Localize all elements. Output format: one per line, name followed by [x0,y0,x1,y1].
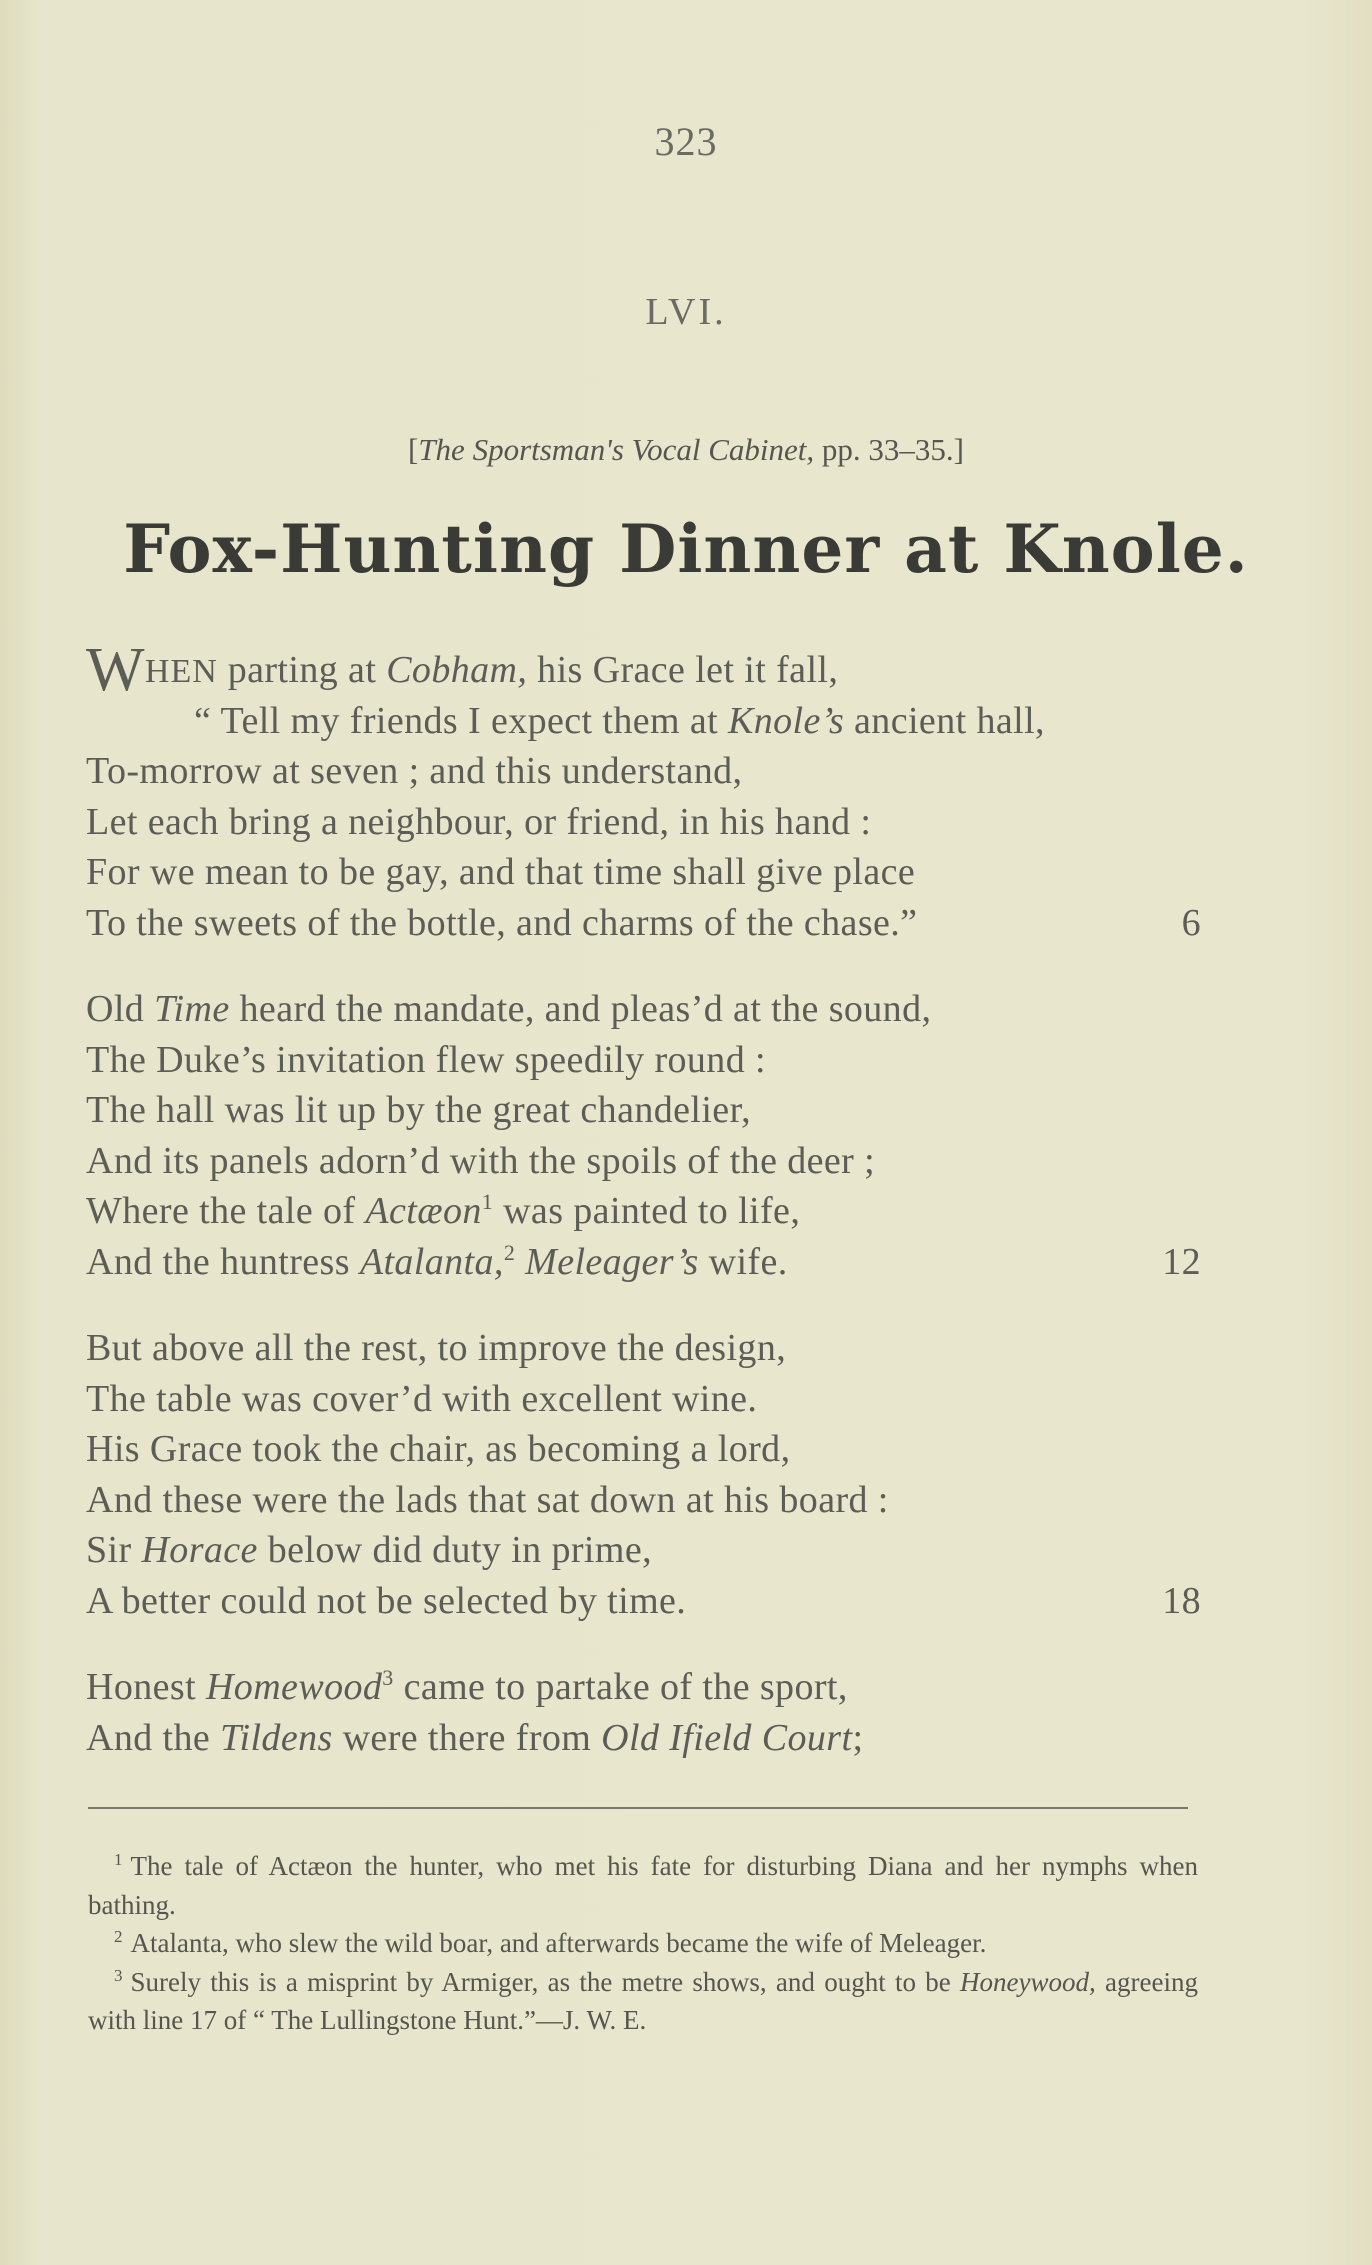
poem-title: Fox-Hunting Dinner at Knole. [123,510,1249,588]
verse-line: And the Tildens were there from Old Ifield Court; [86,1716,864,1759]
verse-line: The Duke’s invitation flew speedily round : [86,1038,766,1081]
footnote-1: $^1$ The tale of Actæon the hunter, who met his fate for disturbing Diana and her nymphs when bathing. [88,1850,1198,1920]
verse-line: And its panels adorn’d with the spoils of the deer ; [86,1139,876,1182]
footnote-3: $^3$ Surely this is a misprint by Armiger, as the metre shows, and ought to be Honeywood, agreeing with line 17 of “ The Lullingstone Hunt.”—J. W. E. [88,1965,1198,2035]
verse-line: The hall was lit up by the great chandelier, [86,1089,752,1131]
page-number: 323 [654,119,718,164]
source-pages: pp. 33–35.] [814,432,964,467]
verse-line: A better could not be selected by time. 18 [86,1576,1201,1627]
footnote-ref-3: 3 [382,1665,394,1690]
footnote-2: $^2$ Atalanta, who slew the wild boar, and afterwards became the wife of Meleager. [114,1927,987,1958]
verse-line: Let each bring a neighbour, or friend, in his hand : [86,800,872,843]
verse-line: But above all the rest, to improve the design, [86,1327,787,1369]
verse-line: The table was cover’d with excellent wine. [86,1377,758,1420]
line-number: 18 [1162,1579,1201,1622]
verse-line: His Grace took the chair, as becoming a lord, [86,1428,791,1470]
verse-line: Old Time heard the mandate, and pleas’d at the sound, [86,988,932,1030]
verse-line: Where the tale of Actæon$^1$ was painted to life, [86,1189,801,1232]
source-citation [0,432,1372,468]
verse-line: Sir Horace below did duty in prime, [86,1529,653,1571]
line-number: 12 [1162,1240,1201,1283]
chapter-number: LVI. [645,291,727,333]
verse-line: WHEN parting at Cobham, his Grace let it fall, [86,636,839,704]
stanza-1 [86,636,1201,948]
verse-line: Honest Homewood$^3$ came to partake of the sport, [86,1665,848,1708]
stanza-2 [86,984,1201,1287]
line-number: 6 [1181,901,1201,944]
source-open: [ [407,432,419,467]
stanza-3 [86,1323,1201,1626]
poem-body [86,636,1201,1799]
verse-line: To-morrow at seven ; and this understand, [86,750,743,792]
source-title: The Sportsman's Vocal Cabinet, [418,432,815,467]
stanza-4 [86,1662,1201,1763]
footnote-ref-1: 1 [481,1189,494,1214]
footnote-divider [88,1807,1188,1809]
verse-line: “ Tell my friends I expect them at Knole’s ancient hall, [194,699,1045,742]
verse-line: And these were the lads that sat down at his board : [86,1478,889,1521]
verse-line: To the sweets of the bottle, and charms of the chase.” 6 [86,898,1201,949]
footnotes [88,1847,1198,2040]
drop-cap: W [86,636,145,704]
footnote-ref-2: 2 [503,1239,516,1265]
verse-line: And the huntress Atalanta,$^2$ Meleager’s wife. 12 [86,1237,1201,1288]
verse-line: For we mean to be gay, and that time shall give place [86,851,916,893]
